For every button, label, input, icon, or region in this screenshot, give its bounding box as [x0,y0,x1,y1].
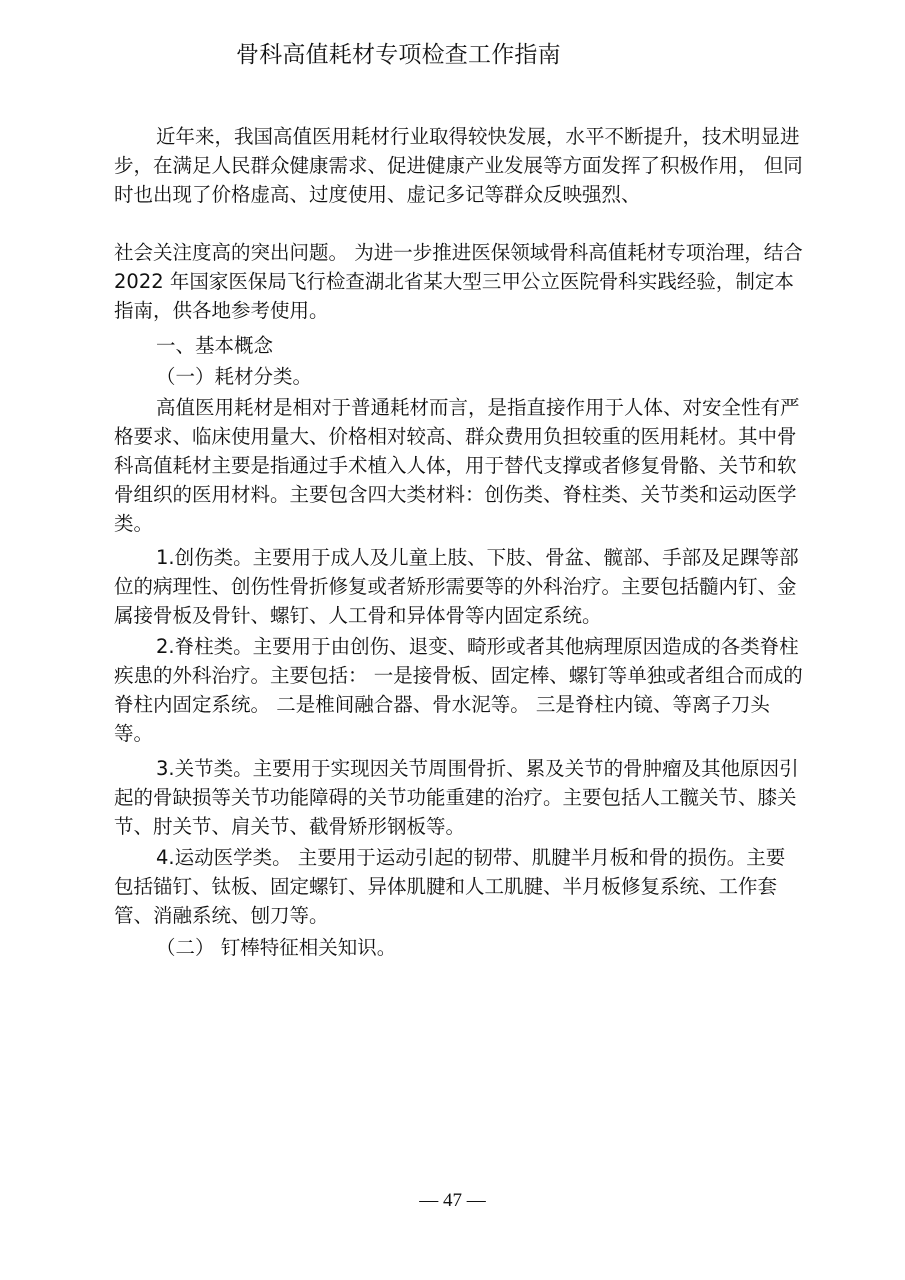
high-value-consumables-paragraph: 高值医用耗材是相对于普通耗材而言，是指直接作用于人体、对安全性有严格要求、临床使用量大、价格相对较高、群众费用负担较重的医用耗材。其中骨科高值耗材主要是指通过手术植入人体，用于替代支撑或者修复骨骼、关节和软骨组织的医用材料。主要包含四大类材料：创伤类、脊柱类、关节类和运动医学类。 [114,396,800,535]
trauma-category-paragraph: 1.创伤类。主要用于成人及儿童上肢、下肢、骨盆、髋部、手部及足踝等部位的病理性、创伤性骨折修复或者矫形需要等的外科治疗。主要包括髓内钉、金属接骨板及骨针、螺钉、人工骨和异体骨等内固定系统。 [114,546,799,627]
section-heading-basic-concepts: 一、基本概念 [156,334,274,357]
subsection-heading-classification: （一）耗材分类。 [156,365,313,388]
sports-medicine-category-paragraph: 4.运动医学类。 主要用于运动引起的韧带、肌腱半月板和骨的损伤。主要包括锚钉、钛板、固定螺钉、异体肌腱和人工肌腱、半月板修复系统、工作套管、消融系统、刨刀等。 [114,846,786,927]
intro-paragraph: 近年来，我国高值医用耗材行业取得较快发展，水平不断提升，技术明显进步，在满足人民群众健康需求、促进健康产业发展等方面发挥了积极作用， 但同时也出现了价格虚高、过度使用、虚记多记等群众反映强烈、 [114,125,803,206]
document-title: 骨科高值耗材专项检查工作指南 [236,42,561,68]
subsection-heading-nail-rod: （二） 钉棒特征相关知识。 [156,936,397,959]
spine-category-paragraph: 2.脊柱类。主要用于由创伤、退变、畸形或者其他病理原因造成的各类脊柱疾患的外科治疗。主要包括： 一是接骨板、固定棒、螺钉等单独或者组合而成的脊柱内固定系统。 二是椎间融合器、骨水泥等。 三是脊柱内镜、等离子刀头等。 [114,635,803,745]
intro-paragraph-continued: 社会关注度高的突出问题。 为进一步推进医保领域骨科高值耗材专项治理，结合 2022 年国家医保局飞行检查湖北省某大型三甲公立医院骨科实践经验，制定本指南，供各地参考使用。 [114,241,803,322]
page-number: — 47 — [419,1190,486,1211]
joint-category-paragraph: 3.关节类。主要用于实现因关节周围骨折、累及关节的骨肿瘤及其他原因引起的骨缺损等关节功能障碍的关节功能重建的治疗。主要包括人工髋关节、膝关节、肘关节、肩关节、截骨矫形钢板等。 [114,757,799,838]
